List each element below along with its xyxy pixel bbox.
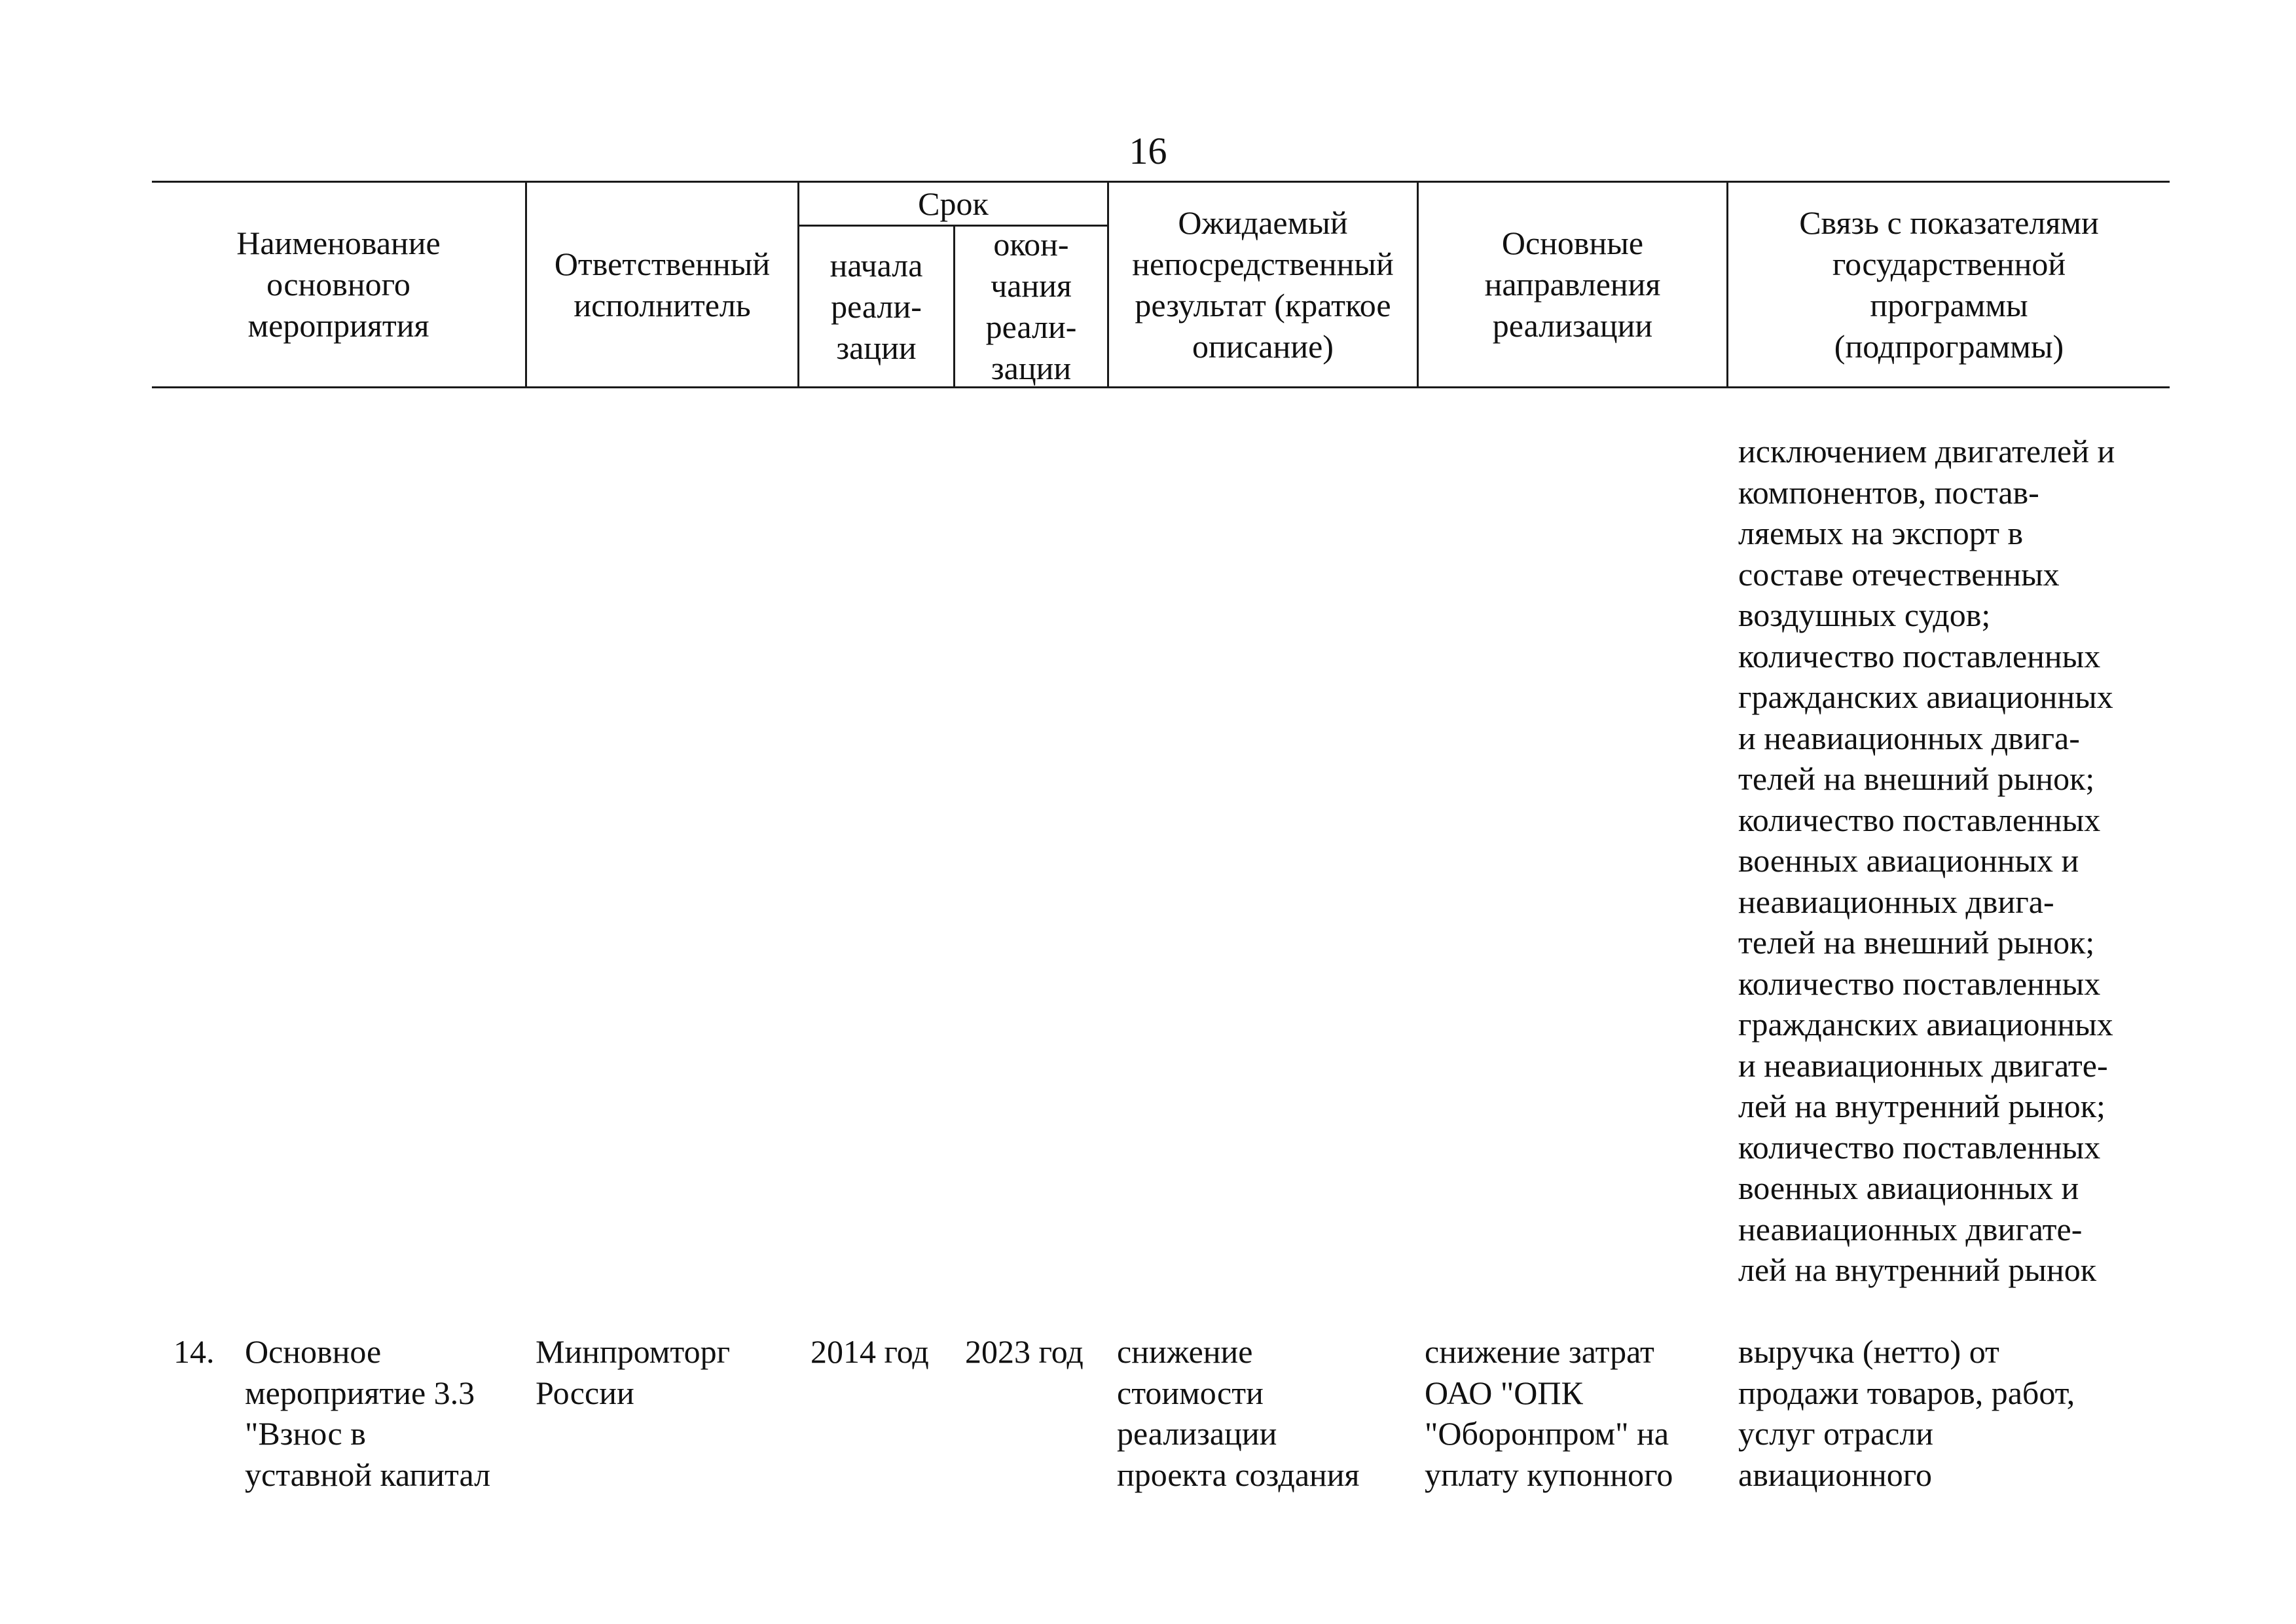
row-indicators: выручка (нетто) от продажи товаров, работ, услуг отрасли авиационного: [1738, 1333, 2075, 1493]
header-term-start: начала реали- зации: [829, 246, 923, 366]
header-directions: Основные направления реализации: [1484, 225, 1661, 344]
header-result: Ожидаемый непосредственный результат (краткое описание): [1132, 204, 1394, 365]
row-number: 14.: [173, 1333, 215, 1370]
page-number: 16: [1129, 130, 1167, 172]
header-result-cell: [1109, 183, 1417, 386]
header-term-end-cell: [955, 227, 1107, 386]
header-bottom-rule: [152, 386, 2170, 388]
header-name-cell: [152, 183, 525, 386]
header-term-start-cell: [799, 227, 953, 386]
row-name: Основное мероприятие 3.3 "Взнос в уставной капитал: [245, 1333, 491, 1493]
header-term-cell: [799, 183, 1107, 225]
header-executor-cell: [527, 183, 797, 386]
row-start: 2014 год: [811, 1333, 929, 1370]
header-term-end: окон- чания реали- зации: [985, 226, 1077, 386]
row-executor: Минпромторг России: [536, 1333, 731, 1411]
continued-indicators-text: исключением двигателей и компонентов, постав- ляемых на экспорт в составе отечественных воздушных судов; количество поставленных гражданских авиационных и неавиационных двига- телей на внешний рынок; количество поставленных военных авиационных и неавиационных двига- телей на внешний рынок; количество поставленных гражданских авиационных и неавиационных двигате- лей на внутренний рынок; количество поставленных военных авиационных и неавиационных двигате- лей на внутренний рынок: [1738, 433, 2115, 1288]
header-executor: Ответственный исполнитель: [554, 245, 771, 323]
row-end: 2023 год: [965, 1333, 1084, 1370]
header-indicators: Связь с показателями государственной программы (подпрограммы): [1799, 204, 2099, 365]
row-result: снижение стоимости реализации проекта создания: [1117, 1333, 1360, 1493]
header-indicators-cell: [1728, 183, 2170, 386]
header-name: Наименование основного мероприятия: [236, 225, 441, 344]
header-term: Срок: [918, 185, 989, 222]
row-directions: снижение затрат ОАО "ОПК "Оборонпром" на уплату купонного: [1425, 1333, 1673, 1493]
header-directions-cell: [1419, 183, 1726, 386]
